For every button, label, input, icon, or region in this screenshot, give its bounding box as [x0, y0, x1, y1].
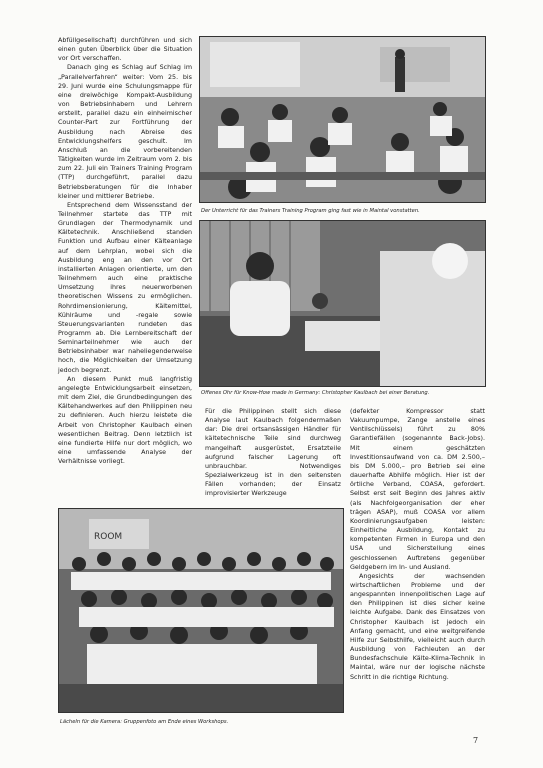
group-photo — [58, 508, 344, 713]
page-number: 7 — [473, 736, 479, 745]
paragraph: (defekter Kompressor statt Vakuumpumpe, Zange anstelle eines Ventilschlüssels) führt zu 80% Garantiefällen (sogenannte Back-Jobs). Mit einem geschätzten Investitionsaufwand von ca. DM 2.500,– bis DM 5.000,– pro Betrieb sei eine dauerhafte Abhilfe möglich. Hier ist der örtliche Verband, COASA, gefordert. Selbst erst seit Beginn des Jahres aktiv (als Nachfolgeorganisation der eher trägen ASAP), muß COASA vor allem Koordinierungsaufgaben leisten: Einheitliche Ausbildung, Kontakt zu kompetenten Firmen in Europa und den USA und Sicherstellung eines geschlossenen Auftretens gegenüber Geldgebern im In- und Ausland. — [350, 408, 485, 571]
paragraph: Angesichts der wachsenden wirtschaftlichen Probleme und der angespannten innenpolitischen Lage auf den Philippinen ist dies sicher keine leichte Aufgabe. Dank des Einsatzes von Christopher Kaulbach ist jedoch ein Anfang gemacht, und eine weitgreifende Hilfe zur Selbsthilfe, vielleicht auch durch Ausbildung von Fachleuten an der Bundesfachschule Kälte-Klima-Technik in Maintal, wäre nur der logische nächste Schritt in die richtige Richtung. — [350, 572, 485, 681]
text-column-left — [58, 36, 192, 466]
paragraph: Danach ging es Schlag auf Schlag im „Parallelverfahren“ weiter: Vom 25. bis 29. Juni wurde eine Schulungsmappe für eine dreiwöchige Kompakt-Ausbildung von Betriebsinhabern und Lehrern erstellt, parallel dazu ein einheimischer Counter-Part zur Fortführung der Ausbildung nach Abreise des Entwicklungshelfers geschult. Im Anschluß an die vorbereitenden Tätigkeiten wurde im Zeitraum vom 2. bis zum 22. Juli ein Trainers Training Program (TTP) durchgeführt, parallel dazu Betriebsberatungen für die Inhaber kleiner und mittlerer Betriebe. — [58, 64, 192, 200]
photo-caption: Der Unterricht für das Trainers Training Program ging fast wie in Maintal vonstatten. — [201, 208, 420, 214]
photo-caption: Lächeln für die Kamera: Gruppenfoto am Ende eines Workshops. — [60, 719, 229, 725]
paragraph: Entsprechend dem Wissensstand der Teilnehmer startete das TTP mit Grundlagen der Thermodynamik und Kältetechnik. Anschließend standen Funktion und Aufbau einer Kälteanlage auf dem Lehrplan, wobei sich die Ausbildung eng an den vor Ort installierten Anlagen orientierte, um den Teilnehmern auch eine praktische Umsetzung ihres neuerworbenen theoretischen Wissens zu ermöglichen. Rohrdimensionierung, Kältemittel, Kühlräume und -regale sowie Steuerungsvarianten rundeten das Programm ab. Die Lernbereitschaft der Seminarteilnehmer wie auch der Betriebsinhaber war naheliegenderweise hoch, die Möglichkeiten der Umsetzung jedoch begrenzt. — [58, 201, 192, 374]
classroom-photo — [199, 36, 486, 203]
consultation-photo — [199, 220, 486, 387]
room-sign: ROOM — [94, 532, 123, 542]
paragraph: Für die Philippinen stellt sich diese Analyse laut Kaulbach folgendermaßen dar: Die drei ortsansässigen Händler für kältetechnische Teile sind durchweg mangelhaft ausgerüstet, Ersatzteile aufgrund falscher Lagerung oft unbrauchbar. Notwendiges Spezialwerkzeug ist in den seltensten Fällen vorhanden; der Einsatz improvisierter Werkzeuge — [205, 408, 341, 498]
text-column-right — [350, 407, 485, 682]
photo-caption: Offenes Ohr für Know-How made in Germany: Christopher Kaulbach bei einer Beratung. — [201, 390, 430, 396]
paragraph: An diesem Punkt muß langfristig angelegte Entwicklungsarbeit einsetzen, mit dem Ziel, die Grundbedingungen des Kältehandwerkes auf den Philippinen neu zu definieren. Auch hierzu leistete die Arbeit von Christopher Kaulbach einen wesentlichen Beitrag. Denn letztlich ist eine fundierte Hilfe nur dort möglich, wo eine umfassende Analyse der Verhältnisse vorliegt. — [58, 375, 192, 466]
text-column-middle — [205, 407, 341, 499]
paragraph: Abfüllgesellschaft) durchführen und sich einen guten Überblick über die Situation vor Ort verschaffen. — [58, 37, 192, 63]
